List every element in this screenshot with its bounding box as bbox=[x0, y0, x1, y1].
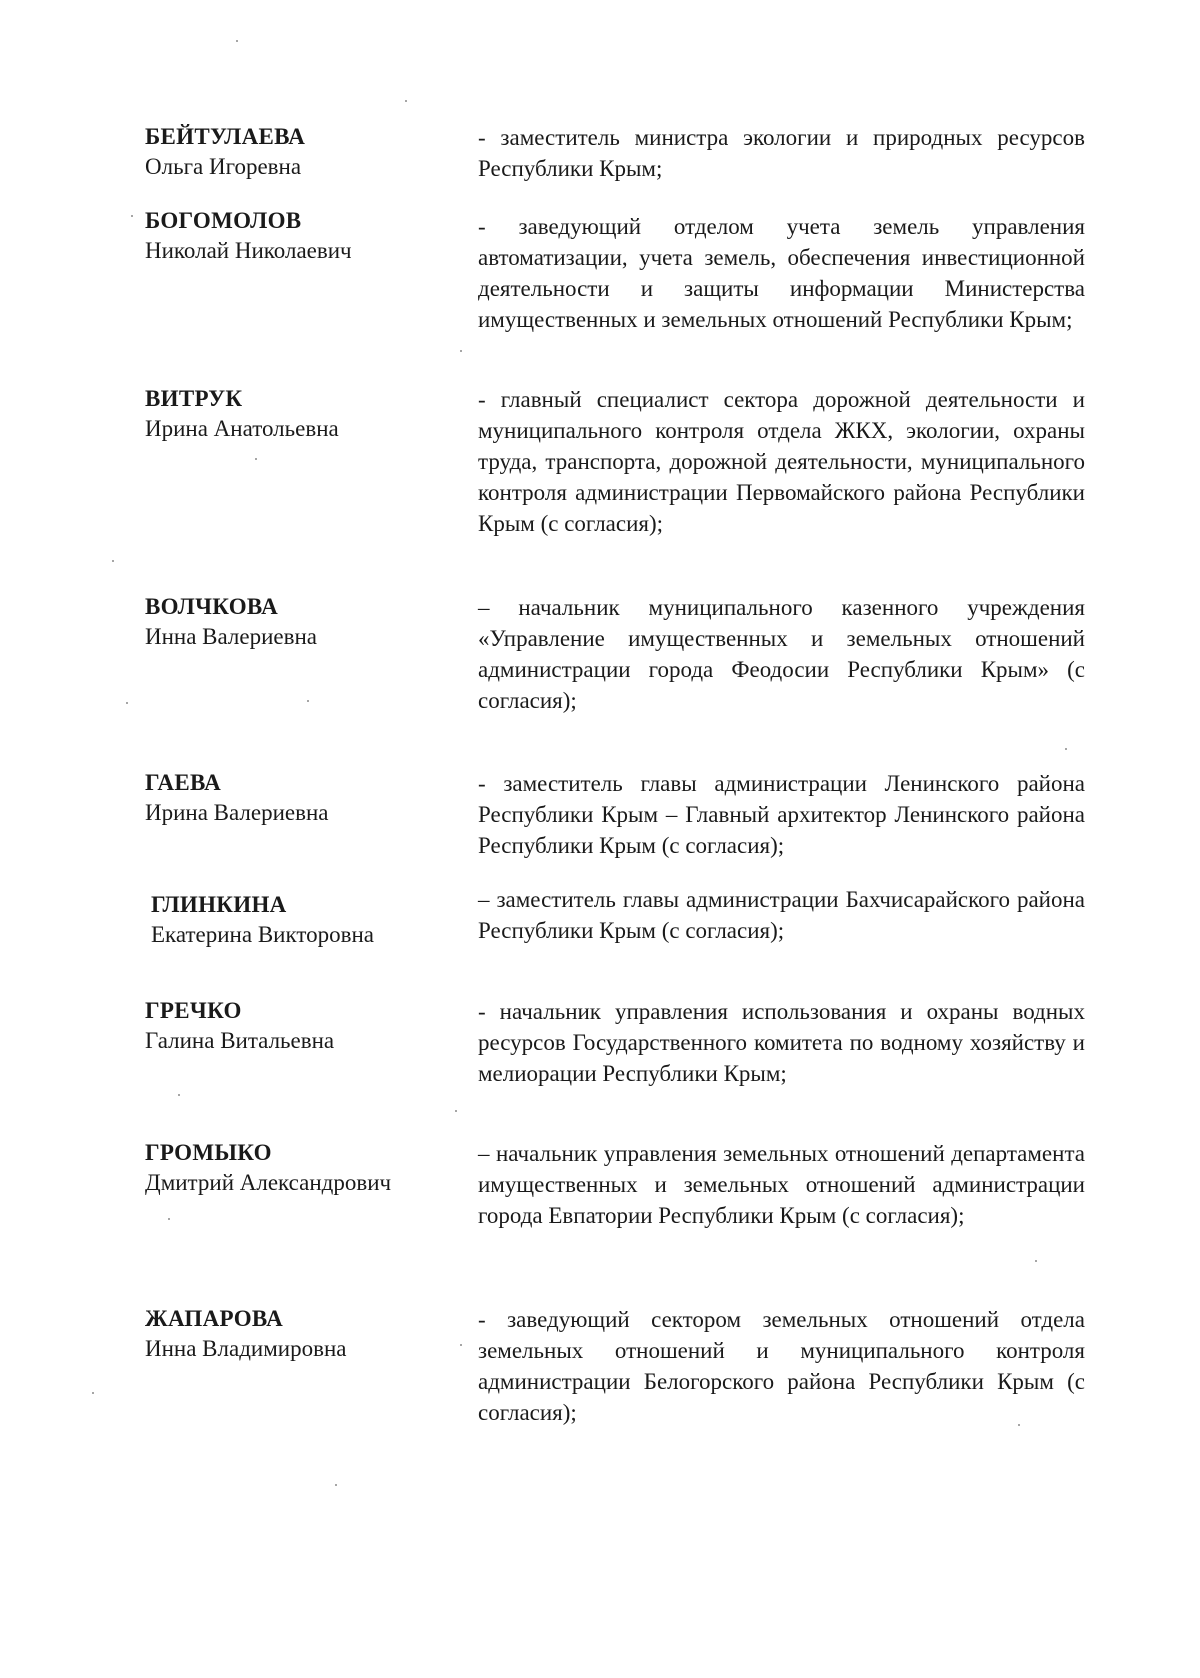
scan-speck bbox=[1035, 1260, 1037, 1262]
member-role: – начальник муниципального казенного учреждения «Управление имущественных и земельных отношений администрации города Феодосии Республики Крым» (с согласия); bbox=[478, 595, 1085, 713]
scan-speck bbox=[168, 1218, 170, 1220]
member-name bbox=[145, 768, 445, 828]
member-surname: ГЛИНКИНА bbox=[151, 892, 287, 917]
member-role: - заместитель главы администрации Ленинского района Республики Крым – Главный архитектор Ленинского района Республики Крым (с согласия); bbox=[478, 771, 1085, 858]
member-role: - главный специалист сектора дорожной деятельности и муниципального контроля отдела ЖКХ, экологии, охраны труда, транспорта, дорожной деятельности, муниципального контроля администрации Первомайского района Республики Крым (с согласия); bbox=[478, 387, 1085, 536]
member-name bbox=[151, 890, 451, 950]
member-surname: ГРЕЧКО bbox=[145, 998, 242, 1023]
member-surname: ВИТРУК bbox=[145, 386, 243, 411]
scan-speck bbox=[112, 560, 114, 562]
scan-speck bbox=[126, 702, 128, 704]
member-role: - начальник управления использования и охраны водных ресурсов Государственного комитета по водному хозяйству и мелиорации Республики Крым; bbox=[478, 999, 1085, 1086]
member-surname: ГРОМЫКО bbox=[145, 1140, 272, 1165]
member-surname: ВОЛЧКОВА bbox=[145, 594, 278, 619]
member-given-name: Николай Николаевич bbox=[145, 238, 352, 263]
member-given-name: Екатерина Викторовна bbox=[151, 922, 374, 947]
scan-speck bbox=[92, 1392, 94, 1394]
member-role: – начальник управления земельных отношений департамента имущественных и земельных отношений администрации города Евпатории Республики Крым (с согласия); bbox=[478, 1141, 1085, 1228]
member-given-name: Инна Валериевна bbox=[145, 624, 318, 649]
member-surname: БОГОМОЛОВ bbox=[145, 208, 302, 233]
scan-speck bbox=[405, 100, 407, 102]
scan-speck bbox=[335, 1484, 337, 1486]
member-given-name: Ирина Анатольевна bbox=[145, 416, 339, 441]
member-role: - заместитель министра экологии и природных ресурсов Республики Крым; bbox=[478, 125, 1085, 181]
member-role: - заведующий отделом учета земель управления автоматизации, учета земель, обеспечения инвестиционной деятельности и защиты информации Министерства имущественных и земельных отношений Республики Крым; bbox=[478, 214, 1085, 332]
member-given-name: Ольга Игоревна bbox=[145, 154, 302, 179]
member-name bbox=[145, 1304, 445, 1364]
member-given-name: Инна Владимировна bbox=[145, 1336, 347, 1361]
member-name bbox=[145, 122, 445, 182]
scan-speck bbox=[460, 350, 462, 352]
scan-speck bbox=[1065, 748, 1067, 750]
member-role: - заведующий сектором земельных отношений отдела земельных отношений и муниципального контроля администрации Белогорского района Республики Крым (с согласия); bbox=[478, 1307, 1085, 1425]
member-surname: ГАЕВА bbox=[145, 770, 222, 795]
member-name bbox=[145, 996, 445, 1056]
member-given-name: Галина Витальевна bbox=[145, 1028, 335, 1053]
member-surname: БЕЙТУЛАЕВА bbox=[145, 124, 306, 149]
scan-speck bbox=[178, 1094, 180, 1096]
scan-speck bbox=[255, 458, 257, 460]
member-name bbox=[145, 592, 445, 652]
member-name bbox=[145, 384, 445, 444]
member-given-name: Ирина Валериевна bbox=[145, 800, 329, 825]
scan-speck bbox=[455, 1110, 457, 1112]
member-surname: ЖАПАРОВА bbox=[145, 1306, 283, 1331]
member-role: – заместитель главы администрации Бахчисарайского района Республики Крым (с согласия); bbox=[478, 887, 1085, 943]
member-given-name: Дмитрий Александрович bbox=[145, 1170, 392, 1195]
scan-speck bbox=[307, 700, 309, 702]
scan-speck bbox=[131, 215, 133, 217]
scan-speck bbox=[236, 40, 238, 42]
scan-speck bbox=[460, 1344, 462, 1346]
member-name bbox=[145, 1138, 445, 1198]
member-name bbox=[145, 206, 445, 266]
scan-speck bbox=[1018, 1424, 1020, 1426]
